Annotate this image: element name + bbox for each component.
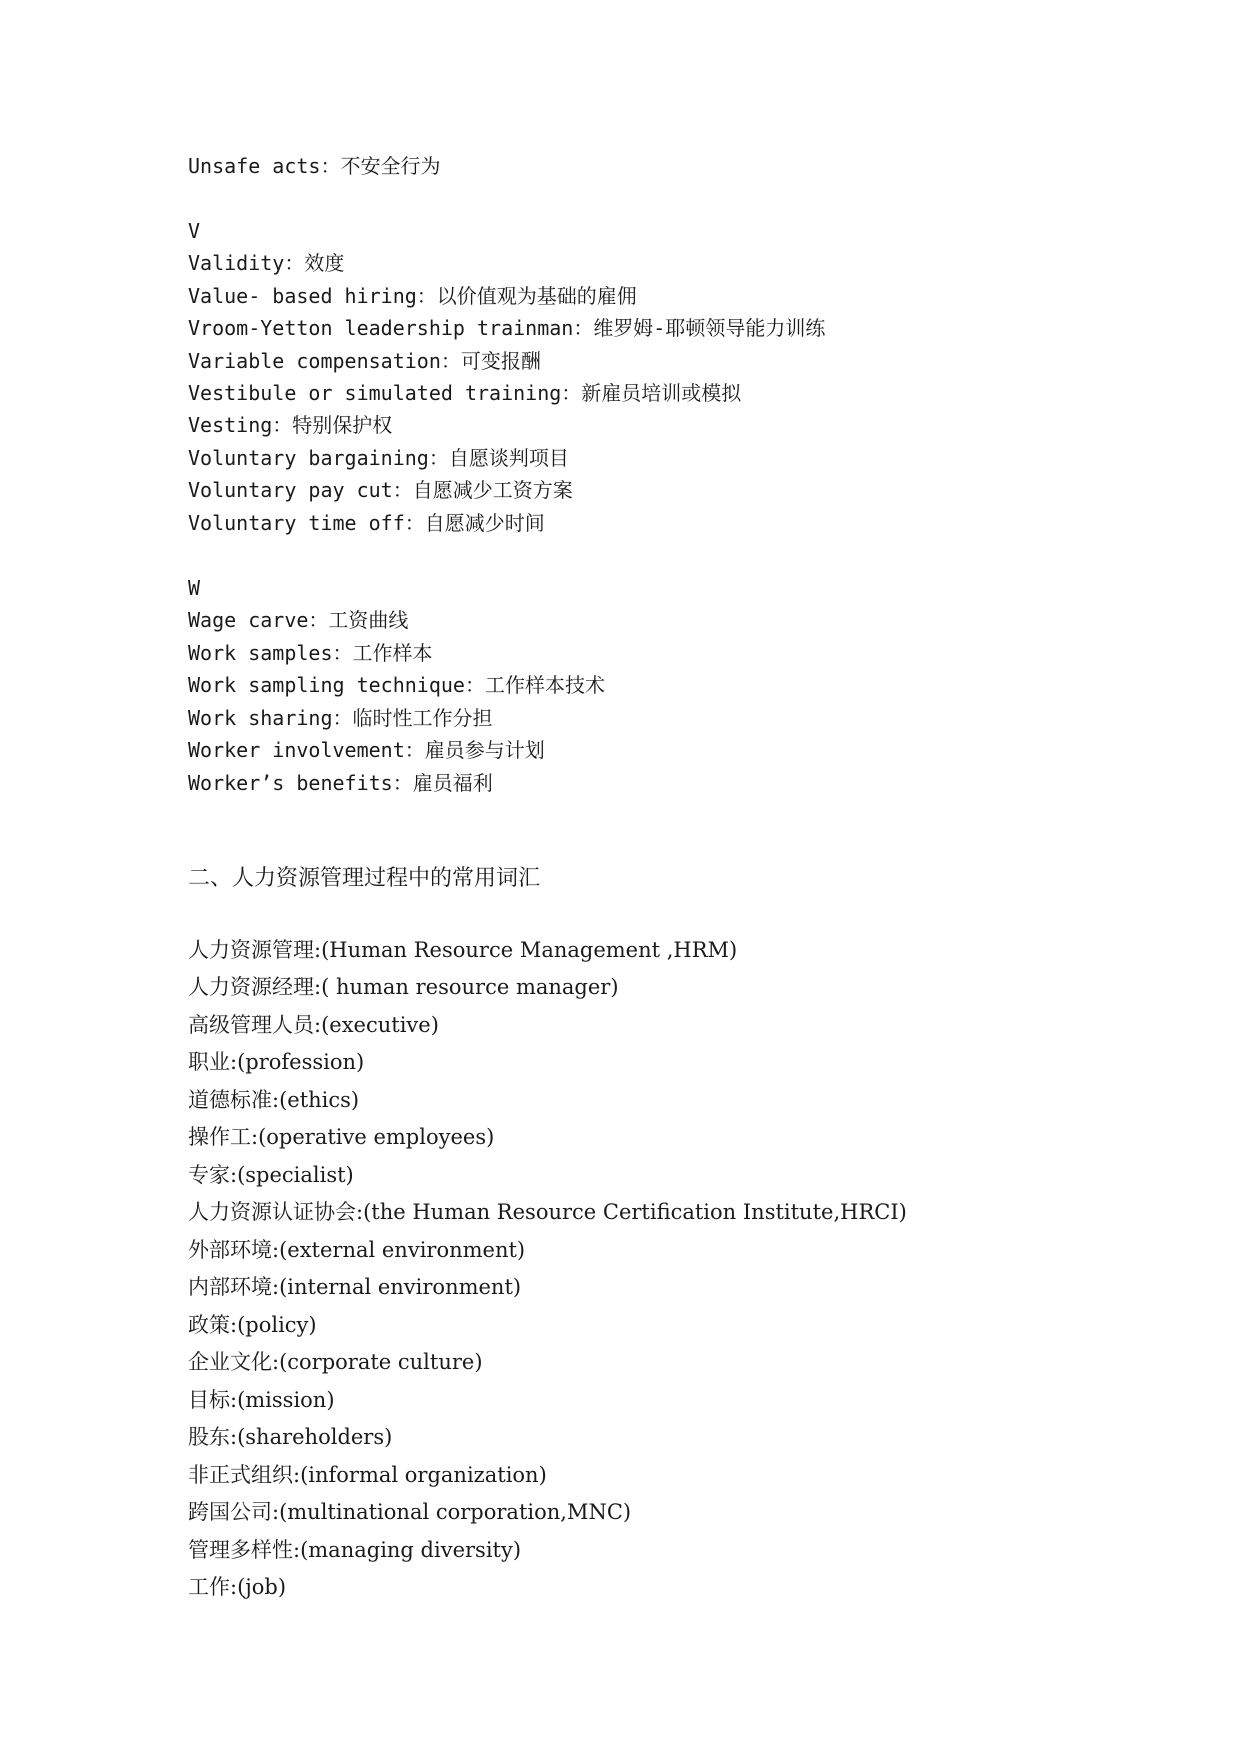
vocab-line: 工作:(job) — [188, 1575, 287, 1599]
term-line: Work samples：工作样本 — [188, 641, 433, 665]
term-line: Vestibule or simulated training：新雇员培训或模拟 — [188, 381, 742, 405]
section-heading: 二、人力资源管理过程中的常用词汇 — [188, 866, 541, 891]
vocab-line: 操作工:(operative employees) — [188, 1125, 495, 1149]
term-line: Voluntary time off：自愿减少时间 — [188, 511, 545, 535]
term-line: Vroom-Yetton leadership trainman：维罗姆-耶顿领导能力训练 — [188, 316, 826, 340]
vocab-line: 非正式组织:(informal organization) — [188, 1463, 547, 1487]
vocab-line: 高级管理人员:(executive) — [188, 1013, 439, 1037]
term-line: Work sharing：临时性工作分担 — [188, 706, 493, 730]
vocab-line: 道德标准:(ethics) — [188, 1088, 360, 1112]
vocab-line: 管理多样性:(managing diversity) — [188, 1538, 522, 1562]
term-line: Work sampling technique：工作样本技术 — [188, 673, 605, 697]
vocab-line: 目标:(mission) — [188, 1388, 335, 1412]
vocab-line: 人力资源经理:( human resource manager) — [188, 975, 619, 999]
vocab-line: 外部环境:(external environment) — [188, 1238, 526, 1262]
vocab-line: 专家:(specialist) — [188, 1163, 354, 1187]
letter-heading-w: W — [188, 576, 201, 600]
term-line: Worker involvement：雇员参与计划 — [188, 738, 545, 762]
vocab-line: 人力资源管理:(Human Resource Management ,HRM) — [188, 938, 738, 962]
term-line: Vesting：特别保护权 — [188, 413, 393, 437]
letter-heading-v: V — [188, 219, 201, 243]
vocab-line: 跨国公司:(multinational corporation,MNC) — [188, 1500, 632, 1524]
term-line: Value- based hiring：以价值观为基础的雇佣 — [188, 284, 637, 308]
term-line: Worker’s benefits：雇员福利 — [188, 771, 493, 795]
vocab-line: 人力资源认证协会:(the Human Resource Certification Institute,HRCI) — [188, 1200, 907, 1224]
term-line: Validity：效度 — [188, 251, 345, 275]
vocab-line: 内部环境:(internal environment) — [188, 1275, 522, 1299]
vocab-line: 股东:(shareholders) — [188, 1425, 393, 1449]
term-line: Voluntary pay cut：自愿减少工资方案 — [188, 478, 573, 502]
term-line: Variable compensation：可变报酬 — [188, 349, 541, 373]
term-line: Voluntary bargaining：自愿谈判项目 — [188, 446, 569, 470]
vocab-line: 职业:(profession) — [188, 1050, 365, 1074]
term-line: Unsafe acts：不安全行为 — [188, 154, 441, 178]
term-line: Wage carve：工资曲线 — [188, 608, 409, 632]
vocab-line: 企业文化:(corporate culture) — [188, 1350, 483, 1374]
vocab-line: 政策:(policy) — [188, 1313, 317, 1337]
